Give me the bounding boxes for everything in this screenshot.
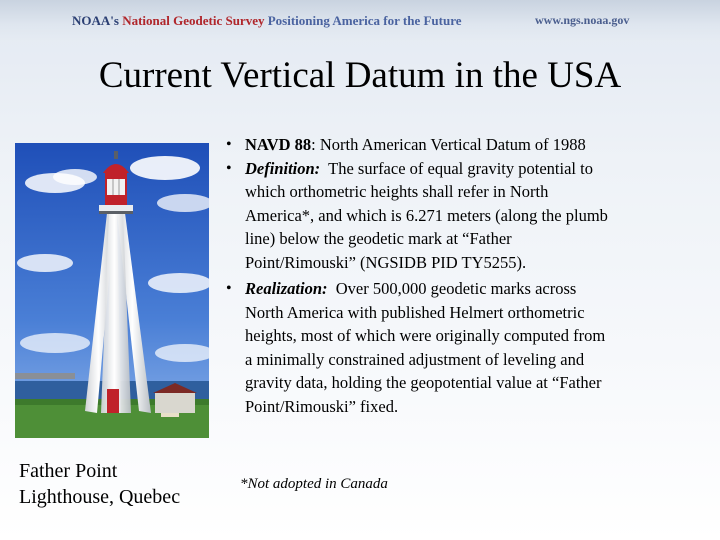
photo-caption [19, 458, 180, 510]
bullet-text: heights, most of which were originally computed from [245, 326, 606, 345]
bullet-text: Over 500,000 geodetic marks across [327, 279, 577, 298]
bullet-text: Point/Rimouski” (NGSIDB PID TY5255). [245, 252, 527, 272]
bullet-realization [226, 277, 696, 418]
bullet-dot-icon: • [226, 159, 232, 177]
ngs-label: National Geodetic Survey [122, 13, 265, 28]
bullet-text: line) below the geodetic mark at “Father [245, 229, 512, 248]
caption-line-1: Father Point [19, 460, 118, 482]
website-url[interactable]: www.ngs.noaa.gov [535, 13, 630, 27]
bullet-text: North America with published Helmert orthometric [245, 302, 585, 322]
org-banner-text [72, 13, 462, 29]
bullet-text: which orthometric heights shall refer in North [245, 182, 549, 201]
bullet-text: America*, and which is 6.271 meters (along the plumb [245, 205, 608, 225]
footnote: *Not adopted in Canada [240, 476, 388, 492]
bullet-navd88 [226, 133, 696, 157]
bullet-text: The surface of equal gravity potential to [320, 158, 593, 178]
tagline: Positioning America for the Future [267, 13, 462, 28]
bullet-text: a minimally constrained adjustment of leveling and [245, 349, 585, 369]
bullet-text: : North American Vertical Datum of 1988 [311, 135, 586, 154]
slide-title: Current Vertical Datum in the USA [98, 55, 622, 96]
noaa-label: NOAA's [72, 13, 119, 28]
bullet-text: Point/Rimouski” fixed. [245, 396, 399, 416]
bullet-term: NAVD 88 [245, 135, 312, 154]
bullet-dot-icon: • [226, 280, 232, 297]
lighthouse-photo [15, 143, 209, 438]
bullet-text: gravity data, holding the geopotential value at “Father [245, 373, 602, 392]
bullet-term: Realization: [245, 279, 328, 298]
header-banner [0, 0, 720, 42]
bullet-dot-icon: • [226, 136, 232, 153]
bullet-list [226, 133, 696, 418]
caption-line-2: Lighthouse, Quebec [19, 486, 181, 508]
bullet-definition [226, 157, 696, 275]
bullet-term: Definition: [245, 158, 321, 178]
